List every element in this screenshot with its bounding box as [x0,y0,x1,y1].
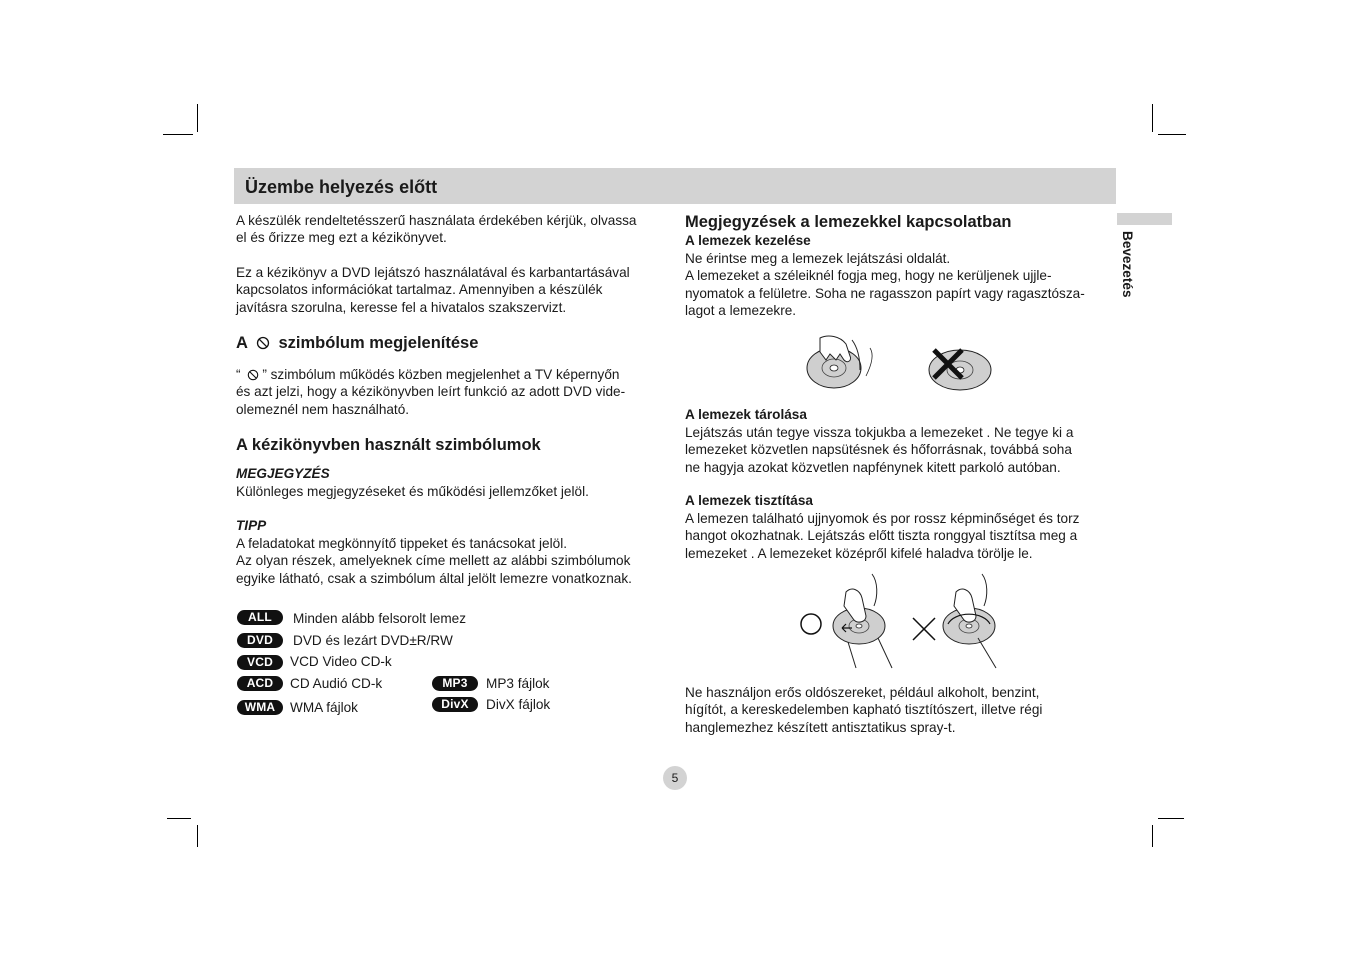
symbol-heading [236,334,478,353]
badge-mp3: MP3 [432,676,478,691]
heading-text: A [236,334,248,352]
crop-mark [1158,134,1186,135]
badge-label: VCD Video CD-k [290,654,392,669]
text-line: lemezeket . A lemezeket középről kifelé haladva törölje le. [685,545,1033,561]
text-line: egyike látható, csak a szimbólum által jelölt lemezre vonatkoznak. [236,570,632,586]
text-line: olemeznél nem használható. [236,401,410,417]
badge-label: Minden alább felsorolt lemez [293,611,467,626]
text-line: hígítót, a kereskedelemben kapható tisztítószert, illetve régi [685,702,1043,718]
storage-title: A lemezek tárolása [685,407,807,422]
tip-label: TIPP [236,518,267,533]
text-line: Ne használjon erős oldószereket, például alkoholt, benzint, [685,685,1040,700]
crop-mark [163,134,193,135]
text-line: Ez a kézikönyv a DVD lejátszó használatával és karbantartásával [236,265,630,280]
badge-label: DivX fájlok [486,697,551,712]
crop-mark [1152,825,1153,847]
symbol-paragraph [236,366,625,418]
text-line: Ne érintse meg a lemezek lejátszási oldalát. [685,251,951,266]
text-line: Az olyan részek, amelyeknek címe mellett az alábbi szimbólumok [236,553,631,569]
text-line: A készülék rendeltetésszerű használata érdekében kérjük, olvassa [236,213,637,228]
prohibited-icon [256,336,270,350]
note-text: Különleges megjegyzéseket és működési jellemzőket jelöl. [236,484,589,499]
crop-mark [167,818,191,819]
cleaning-paragraph [685,510,1079,562]
badge-acd: ACD [237,676,283,691]
section-tab-label: Bevezetés [1120,231,1135,298]
manual-paragraph [236,264,630,316]
text-line: ne hagyja azokat közvetlen napfénynek kitett parkoló autóban. [685,459,1061,475]
badge-vcd: VCD [237,655,283,670]
handling-paragraph [685,250,1085,319]
heading-text: szimbólum megjelenítése [278,334,479,352]
incorrect-cleaning-disc [943,574,996,668]
text-line: nyomatok a felületre. Soha ne ragasszon papírt vagy ragasztósza- [685,285,1085,301]
text-line: el és őrizze meg ezt a kézikönyvet. [236,230,447,246]
badge-label: MP3 fájlok [486,676,550,691]
badge-label: DVD és lezárt DVD±R/RW [293,633,453,648]
solvent-warning-paragraph [685,684,1042,736]
storage-paragraph [685,424,1073,476]
prohibited-icon [247,369,259,381]
badge-label: CD Audió CD-k [290,676,383,691]
incorrect-symbol-icon [913,618,935,640]
disc-notes-heading: Megjegyzések a lemezekkel kapcsolatban [685,213,1012,231]
badge-all: ALL [237,610,283,625]
text-fragment: ” szimbólum működés közben megjelenhet a TV képernyőn [262,367,620,382]
quote-mark: “ [236,367,241,382]
correct-symbol-icon [801,614,821,634]
correct-cleaning-disc [833,574,892,668]
text-line: és azt jelzi, hogy a kézikönyvben leírt funkció az adott DVD vide- [236,384,626,400]
text-line: javításra szorulna, keresse fel a hivatalos szakszervizt. [236,299,567,315]
disc-cleaning-illustration [796,572,1010,670]
text-line: A lemezen található ujjnyomok és por rossz képminőséget és torz [685,511,1080,526]
text-line: hangot okozhatnak. Lejátszás előtt tiszta ronggyal tisztítsa meg a [685,528,1078,544]
tip-paragraph [236,535,632,587]
text-line: lagot a lemezekre. [685,302,797,318]
text-line: lemezeket közvetlen napsütésnek és hőforrásnak, továbbá soha [685,442,1072,458]
page-number: 5 [663,766,687,790]
badge-divx: DivX [432,697,478,712]
text-line [236,366,625,383]
correct-handling-disc [807,336,872,388]
crop-mark [1158,818,1184,819]
crop-mark [197,825,198,847]
badge-dvd: DVD [237,633,283,648]
crop-mark [1152,104,1153,132]
text-line: A lemezeket a széleiknél fogja meg, hogy ne kerüljenek ujjle- [685,268,1052,284]
text-line: kapcsolatos információkat tartalmaz. Amennyiben a készülék [236,282,603,298]
badge-label: WMA fájlok [290,700,358,715]
disc-handling-illustration [800,330,1000,394]
handling-title: A lemezek kezelése [685,233,811,248]
text-line: Lejátszás után tegye vissza tokjukba a lemezeket . Ne tegye ki a [685,425,1074,440]
section-tab [1117,213,1172,225]
note-label: MEGJEGYZÉS [236,466,330,481]
cleaning-title: A lemezek tisztítása [685,493,813,508]
page-title: Üzembe helyezés előtt [245,177,438,197]
incorrect-handling-disc [929,350,991,390]
intro-paragraph [236,212,637,247]
badge-wma: WMA [237,700,283,715]
crop-mark [197,104,198,132]
text-line: hanglemezhez készített antisztatikus spray-t. [685,719,956,735]
text-line: A feladatokat megkönnyítő tippeket és tanácsokat jelöl. [236,536,567,551]
symbols-heading: A kézikönyvben használt szimbólumok [236,436,541,454]
